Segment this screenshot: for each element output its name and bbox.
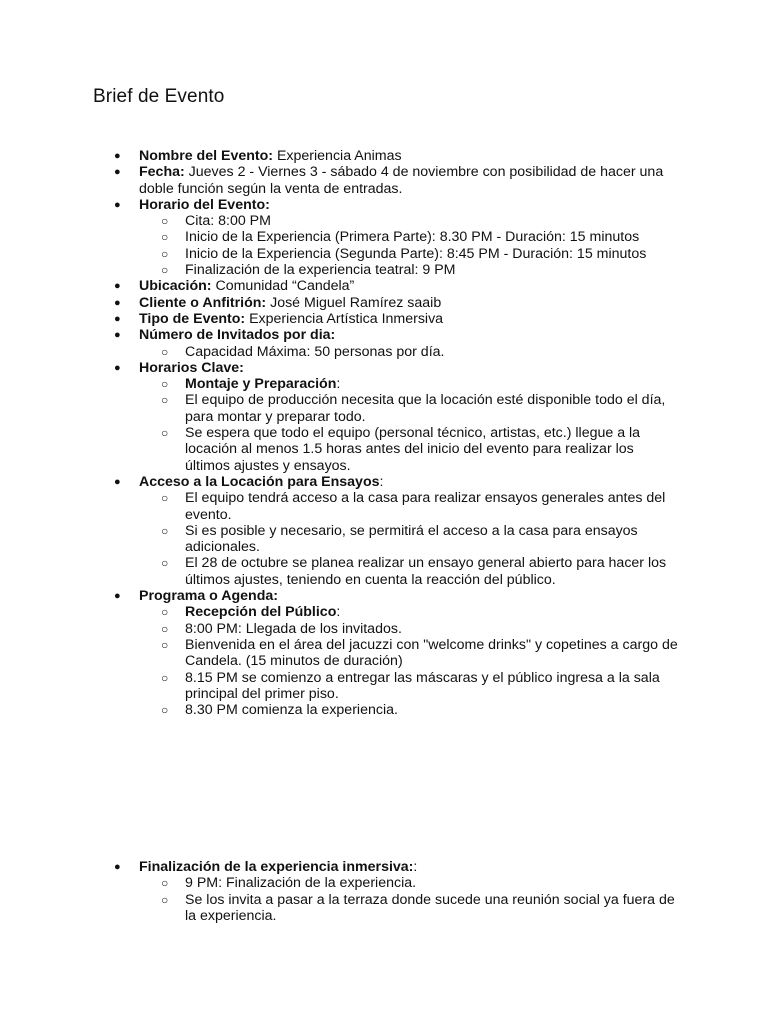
item-label: Nombre del Evento: <box>139 148 274 164</box>
bullet-filled: ● <box>114 590 121 603</box>
bullet-hollow: ○ <box>161 377 169 392</box>
bullet-filled: ● <box>114 861 121 873</box>
list-item-fecha <box>0 164 768 197</box>
list-item-ubicacion <box>0 278 768 294</box>
sub-item-text: Capacidad Máxima: 50 personas por día. <box>185 343 445 360</box>
sub-item-text: 8.15 PM se comienzo a entregar las máscaras y el público ingresa a la sala principal del primer piso. <box>185 669 660 702</box>
bullet-filled: ● <box>114 361 121 374</box>
sub-list-item <box>139 523 678 556</box>
sub-list-item <box>139 604 678 620</box>
bullet-hollow: ○ <box>161 214 169 229</box>
bullet-hollow: ○ <box>161 556 169 571</box>
bullet-hollow: ○ <box>161 344 169 359</box>
bullet-hollow: ○ <box>161 230 169 245</box>
bullet-filled: ● <box>114 329 121 342</box>
list-item-programa-o-agenda <box>0 588 768 718</box>
bullet-filled: ● <box>114 198 121 211</box>
list-item-horario-del-evento <box>0 197 768 278</box>
bullet-filled: ● <box>114 280 121 293</box>
sub-list-item <box>139 621 678 637</box>
sub-item-text: Se espera que todo el equipo (personal técnico, artistas, etc.) llegue a la locación al menos 1.5 horas antes del inicio del evento para realizar los últimos ajustes y ensayos. <box>185 425 641 474</box>
sub-list-item <box>139 262 678 278</box>
sub-list-item <box>139 702 678 718</box>
sub-item-label: Recepción del Público <box>185 604 337 621</box>
bullet-filled: ● <box>114 150 121 162</box>
bullet-filled: ● <box>114 166 121 179</box>
item-label: Finalización de la experiencia inmersiva: <box>139 859 414 875</box>
sub-item-text: Inicio de la Experiencia (Primera Parte): 8.30 PM - Duración: 15 minutos <box>185 229 640 246</box>
list-item-tipo-de-evento <box>0 311 768 327</box>
sub-item-text: El equipo tendrá acceso a la casa para realizar ensayos generales antes del evento. <box>185 490 666 523</box>
event-brief-list <box>0 148 768 718</box>
bullet-filled: ● <box>114 475 121 488</box>
sub-list <box>139 376 678 474</box>
sub-list-item <box>139 344 678 360</box>
sub-list <box>139 875 678 924</box>
sub-list <box>139 490 678 588</box>
bullet-hollow: ○ <box>161 605 169 620</box>
list-item-finalizacion-de-la-experiencia-inmersiva <box>0 859 768 924</box>
sub-item-text: El 28 de octubre se planea realizar un ensayo general abierto para hacer los últimos ajustes, teniendo en cuenta la reacción del público. <box>185 555 667 588</box>
sub-item-text: Se los invita a pasar a la terraza donde sucede una reunión social ya fuera de la experiencia. <box>185 891 675 924</box>
sub-list-item <box>139 392 678 425</box>
item-text: Comunidad “Candela” <box>211 278 355 295</box>
list-item-cliente-o-anfitrion <box>0 295 768 311</box>
bullet-hollow: ○ <box>161 523 169 538</box>
item-label: Número de Invitados por dia: <box>139 327 336 344</box>
sub-list-item <box>139 892 678 925</box>
bullet-hollow: ○ <box>161 426 169 441</box>
sub-item-text: Bienvenida en el área del jacuzzi con "welcome drinks" y copetines a cargo de Candela. (15 minutos de duración) <box>185 636 678 670</box>
sub-list <box>139 213 678 278</box>
sub-list <box>139 604 678 718</box>
sub-item-text: 8:00 PM: Llegada de los invitados. <box>185 620 402 637</box>
sub-item-text: : <box>336 376 341 393</box>
item-label: Ubicación: <box>139 278 212 295</box>
item-text: : <box>379 473 384 490</box>
sub-list <box>139 344 678 360</box>
bullet-hollow: ○ <box>161 621 169 636</box>
bullet-hollow: ○ <box>161 263 169 278</box>
document-title: Brief de Evento <box>93 86 225 107</box>
sub-item-text: 9 PM: Finalización de la experiencia. <box>185 875 417 892</box>
list-item-numero-de-invitados-por-dia <box>0 327 768 360</box>
bullet-hollow: ○ <box>161 670 169 685</box>
list-item-acceso-a-la-locacion-para-ensayos <box>0 474 768 588</box>
bullet-hollow: ○ <box>161 393 169 408</box>
item-label: Cliente o Anfitrión: <box>139 294 267 311</box>
sub-item-text: Si es posible y necesario, se permitirá el acceso a la casa para ensayos adicionales. <box>185 522 638 556</box>
sub-item-text: : <box>336 604 341 621</box>
sub-list-item <box>139 670 678 703</box>
sub-list-item <box>139 246 678 262</box>
item-text: Experiencia Animas <box>273 148 402 164</box>
bullet-hollow: ○ <box>161 491 169 506</box>
item-label: Horarios Clave: <box>139 359 244 376</box>
sub-item-label: Montaje y Preparación <box>185 376 337 393</box>
sub-item-text: Inicio de la Experiencia (Segunda Parte): 8:45 PM - Duración: 15 minutos <box>185 245 647 262</box>
item-text: : <box>413 859 418 875</box>
event-closing-list <box>0 859 768 924</box>
item-text: Jueves 2 - Viernes 3 - sábado 4 de noviembre con posibilidad de hacer una doble función según la venta de entradas. <box>139 164 664 197</box>
sub-item-text: Cita: 8:00 PM <box>185 213 271 230</box>
item-label: Acceso a la Locación para Ensayos <box>139 473 380 490</box>
bullet-hollow: ○ <box>161 876 169 891</box>
sub-list-item <box>139 213 678 229</box>
bullet-hollow: ○ <box>161 703 169 718</box>
sub-item-text: Finalización de la experiencia teatral: 9 PM <box>185 262 456 279</box>
list-item-nombre-del-evento <box>0 148 768 164</box>
sub-list-item <box>139 376 678 392</box>
sub-item-text: 8.30 PM comienza la experiencia. <box>185 702 398 719</box>
item-label: Programa o Agenda: <box>139 588 279 605</box>
bullet-hollow: ○ <box>161 246 169 261</box>
bullet-hollow: ○ <box>161 892 169 907</box>
bullet-filled: ● <box>114 296 121 309</box>
item-text: Experiencia Artística Inmersiva <box>245 310 444 327</box>
item-label: Horario del Evento: <box>139 196 270 213</box>
bullet-filled: ● <box>114 312 121 325</box>
sub-list-item <box>139 637 678 670</box>
bullet-hollow: ○ <box>161 637 169 652</box>
sub-list-item <box>139 229 678 245</box>
item-label: Fecha: <box>139 164 185 181</box>
item-label: Tipo de Evento: <box>139 310 246 327</box>
sub-item-text: El equipo de producción necesita que la locación esté disponible todo el día, para montar y preparar todo. <box>185 392 666 425</box>
sub-list-item <box>139 875 678 891</box>
sub-list-item <box>139 425 678 474</box>
item-text: José Miguel Ramírez saaib <box>266 294 442 311</box>
sub-list-item <box>139 555 678 588</box>
list-item-horarios-clave <box>0 360 768 474</box>
sub-list-item <box>139 490 678 523</box>
